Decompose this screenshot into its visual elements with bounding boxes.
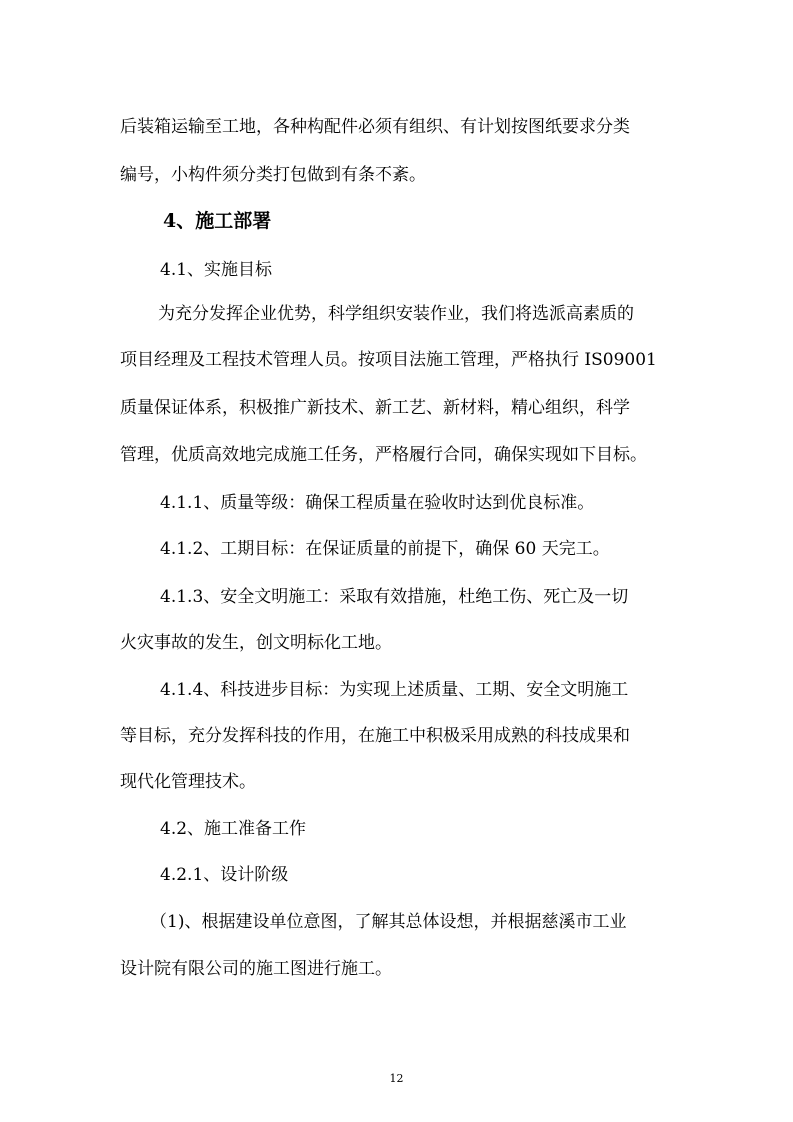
subsection-heading: 4.2、施工准备工作 xyxy=(160,819,307,839)
section-heading: 4、施工部署 xyxy=(163,210,272,232)
list-item: 4.1.2、工期目标：在保证质量的前提下，确保 60 天完工。 xyxy=(160,539,610,559)
page-number: 12 xyxy=(389,1072,404,1085)
body-line: 编号，小构件须分类打包做到有条不紊。 xyxy=(120,165,426,185)
body-line: 质量保证体系，积极推广新技术、新工艺、新材料，精心组织，科学 xyxy=(120,398,630,418)
body-line: 等目标，充分发挥科技的作用，在施工中积极采用成熟的科技成果和 xyxy=(120,726,630,746)
list-item: 4.1.3、安全文明施工：采取有效措施，杜绝工伤、死亡及一切 xyxy=(160,587,629,607)
list-item: （1)、根据建设单位意图，了解其总体设想，并根据慈溪市工业 xyxy=(150,912,627,932)
body-line: 设计院有限公司的施工图进行施工。 xyxy=(120,959,392,979)
body-line: 后装箱运输至工地，各种构配件必须有组织、有计划按图纸要求分类 xyxy=(120,117,630,137)
body-line: 为充分发挥企业优势，科学组织安装作业，我们将选派高素质的 xyxy=(158,304,634,324)
list-item: 4.1.4、科技进步目标：为实现上述质量、工期、安全文明施工 xyxy=(160,680,629,700)
body-line: 项目经理及工程技术管理人员。按项目法施工管理，严格执行 IS09001 xyxy=(120,350,657,370)
subsection-heading: 4.1、实施目标 xyxy=(160,260,273,280)
body-line: 管理，优质高效地完成施工任务，严格履行合同，确保实现如下目标。 xyxy=(120,445,647,465)
list-item: 4.1.1、质量等级：确保工程质量在验收时达到优良标准。 xyxy=(160,493,595,513)
subsection-heading: 4.2.1、设计阶级 xyxy=(160,865,289,885)
body-line: 火灾事故的发生，创文明标化工地。 xyxy=(120,633,392,653)
body-line: 现代化管理技术。 xyxy=(120,772,256,792)
